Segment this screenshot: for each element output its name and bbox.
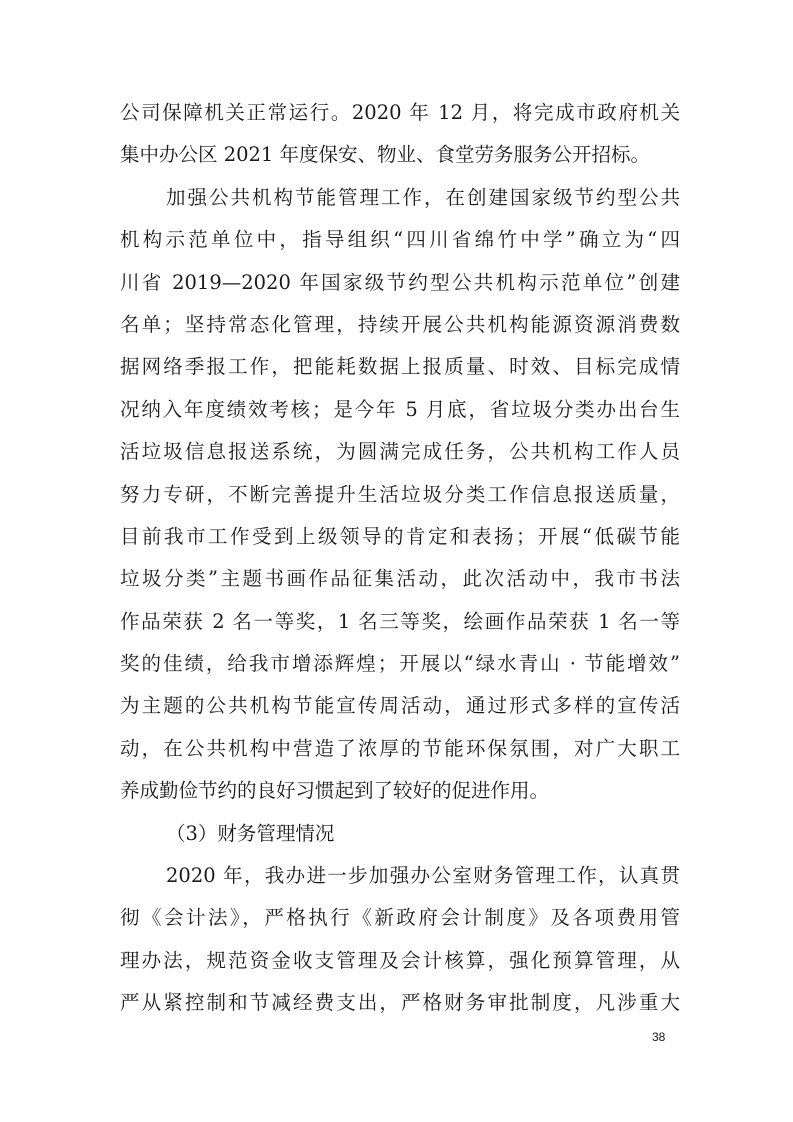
body-text xyxy=(120,92,680,1025)
text-line: 机构示范单位中，指导组织“四川省绵竹中学”确立为“四 xyxy=(120,228,680,252)
text-line: 理办法，规范资金收支管理及会计核算，强化预算管理，从 xyxy=(120,948,680,972)
text-line: 彻《会计法》，严格执行《新政府会计制度》及各项费用管 xyxy=(120,906,680,930)
text-line: 垃圾分类”主题书画作品征集活动，此次活动中，我市书法 xyxy=(120,567,680,591)
text-line: 公司保障机关正常运行。2020 年 12 月，将完成市政府机关 xyxy=(120,101,680,124)
text-line: 集中办公区 2021 年度保安、物业、食堂劳务服务公开招标。 xyxy=(120,143,651,167)
text-line: 况纳入年度绩效考核；是今年 5 月底，省垃圾分类办出台生 xyxy=(120,397,680,421)
text-line: 为主题的公共机构节能宣传周活动，通过形式多样的宣传活 xyxy=(120,694,680,718)
section-heading: （3）财务管理情况 xyxy=(166,821,335,845)
text-line: 养成勤俭节约的良好习惯起到了较好的促进作用。 xyxy=(120,779,550,803)
text-line: 作品荣获 2 名一等奖，1 名三等奖，绘画作品荣获 1 名一等 xyxy=(120,609,680,633)
text-line: 努力专研，不断完善提升生活垃圾分类工作信息报送质量， xyxy=(120,482,680,506)
text-line: 据网络季报工作，把能耗数据上报质量、时效、目标完成情 xyxy=(120,355,680,379)
text-line: 川省 2019—2020 年国家级节约型公共机构示范单位”创建 xyxy=(120,270,680,294)
text-line: 严从紧控制和节减经费支出，严格财务审批制度，凡涉重大 xyxy=(120,991,680,1015)
page-number: 38 xyxy=(652,1030,666,1044)
text-line: 动，在公共机构中营造了浓厚的节能环保氛围，对广大职工 xyxy=(120,736,680,760)
paragraph-start: 加强公共机构节能管理工作，在创建国家级节约型公共 xyxy=(166,185,680,209)
text-line: 活垃圾信息报送系统，为圆满完成任务，公共机构工作人员 xyxy=(120,440,680,464)
text-line: 目前我市工作受到上级领导的肯定和表扬；开展“低碳节能 xyxy=(120,524,680,548)
text-line: 奖的佳绩，给我市增添辉煌；开展以“绿水青山 · 节能增效” xyxy=(120,652,680,676)
paragraph-start: 2020 年，我办进一步加强办公室财务管理工作，认真贯 xyxy=(166,864,680,888)
text-line: 名单；坚持常态化管理，持续开展公共机构能源资源消费数 xyxy=(120,312,680,336)
